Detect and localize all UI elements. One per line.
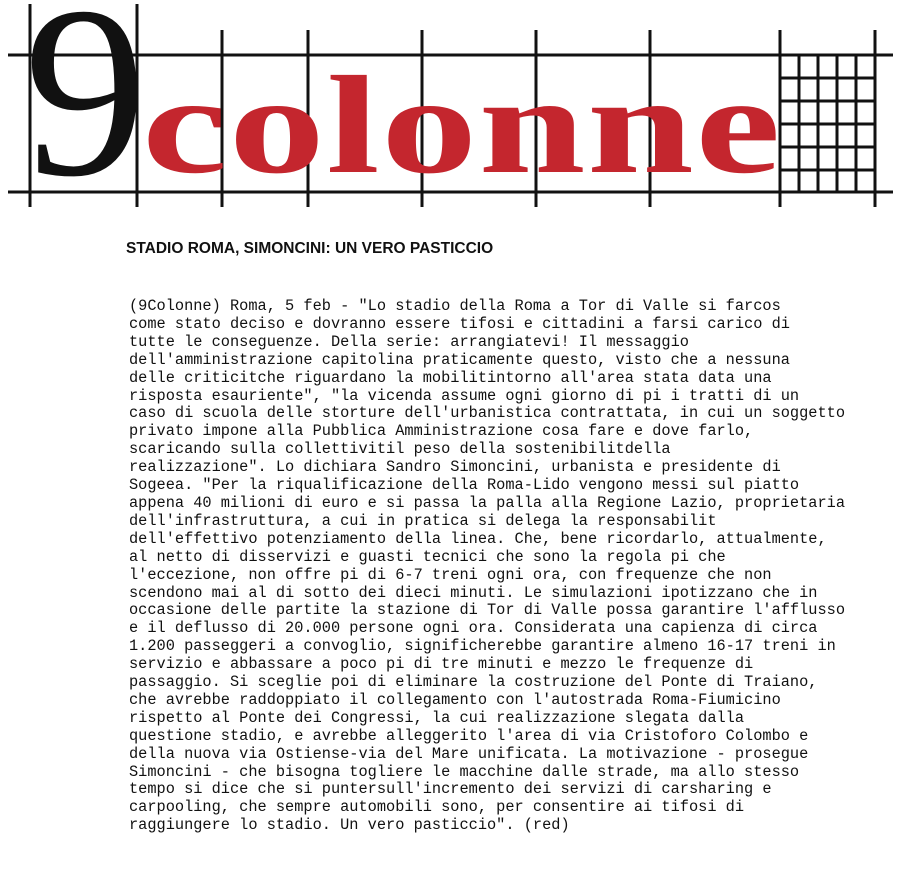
- article-line: Simoncini - che bisogna togliere le macchine dalle strade, ma allo stesso: [129, 762, 800, 781]
- article-body: [129, 298, 889, 835]
- article-line: 1.200 passeggeri a convoglio, significherebbe garantire almeno 16-17 treni in: [129, 637, 836, 656]
- article-line: Sogeea. "Per la riqualificazione della Roma-Lido vengono messi sul piatto: [129, 476, 800, 495]
- article-line: privato impone alla Pubblica Amministrazione cosa fare e dove farlo,: [129, 422, 754, 441]
- article-line: servizio e abbassare a poco pi di tre minuti e mezzo le frequenze di: [129, 655, 754, 674]
- article-line: dell'effettivo potenziamento della linea. Che, bene ricordarlo, attualmente,: [129, 529, 827, 548]
- article-line: caso di scuola delle storture dell'urbanistica contrattata, in cui un soggetto: [129, 404, 846, 423]
- article-line: l'eccezione, non offre pi di 6-7 treni ogni ora, con frequenze che non: [129, 565, 772, 584]
- article-line: che avrebbe raddoppiato il collegamento con l'autostrada Roma-Fiumicino: [129, 690, 781, 709]
- logo-digit: 9: [24, 0, 147, 215]
- article-line: al netto di disservizi e guasti tecnici che sono la regola pi che: [129, 547, 726, 566]
- logo-wordmark: colonne: [142, 48, 782, 203]
- article-line: raggiungere lo stadio. Un vero pasticcio". (red): [129, 816, 570, 835]
- article-line: della nuova via Ostiense-via del Mare unificata. La motivazione - prosegue: [129, 744, 809, 763]
- article-line: delle criticitche riguardano la mobilitintorno all'area stata data una: [129, 368, 772, 387]
- article-line: appena 40 milioni di euro e si passa la palla alla Regione Lazio, proprietaria: [129, 493, 846, 512]
- article-line: e il deflusso di 20.000 persone ogni ora. Considerata una capienza di circa: [129, 619, 818, 638]
- article-line: come stato deciso e dovranno essere tifosi e cittadini a farsi carico di: [129, 314, 790, 333]
- article-line: questione stadio, e avrebbe alleggerito l'area di via Cristoforo Colombo e: [129, 726, 809, 745]
- article-line: realizzazione". Lo dichiara Sandro Simoncini, urbanista e presidente di: [129, 458, 781, 477]
- article-line: carpooling, che sempre automobili sono, per consentire ai tifosi di: [129, 798, 745, 817]
- article-line: occasione delle partite la stazione di Tor di Valle possa garantire l'afflusso: [129, 601, 846, 620]
- article-line: tempo si dice che si puntersull'incremento dei servizi di carsharing e: [129, 780, 772, 799]
- article-line: scendono mai al di sotto dei dieci minuti. Le simulazioni ipotizzano che in: [129, 583, 818, 602]
- article-line: dell'infrastruttura, a cui in pratica si delega la responsabilit: [129, 511, 717, 530]
- article-line: tutte le conseguenze. Della serie: arrangiatevi! Il messaggio: [129, 332, 689, 351]
- article-line: rispetto al Ponte dei Congressi, la cui realizzazione slegata dalla: [129, 708, 745, 727]
- article-line: passaggio. Si sceglie poi di eliminare la costruzione del Ponte di Traiano,: [129, 673, 818, 692]
- article-line: (9Colonne) Roma, 5 feb - "Lo stadio della Roma a Tor di Valle si farcos: [129, 297, 781, 315]
- article-line: scaricando sulla collettivitil peso della sostenibilitdella: [129, 440, 671, 459]
- article-headline: STADIO ROMA, SIMONCINI: UN VERO PASTICCIO: [126, 240, 494, 257]
- article-line: dell'amministrazione capitolina praticamente questo, visto che a nessuna: [129, 350, 790, 369]
- 9colonne-logo: [0, 0, 910, 215]
- article-line: risposta esauriente", "la vicenda assume ogni giorno di pi i tratti di un: [129, 386, 800, 405]
- logo-grid: [780, 30, 875, 207]
